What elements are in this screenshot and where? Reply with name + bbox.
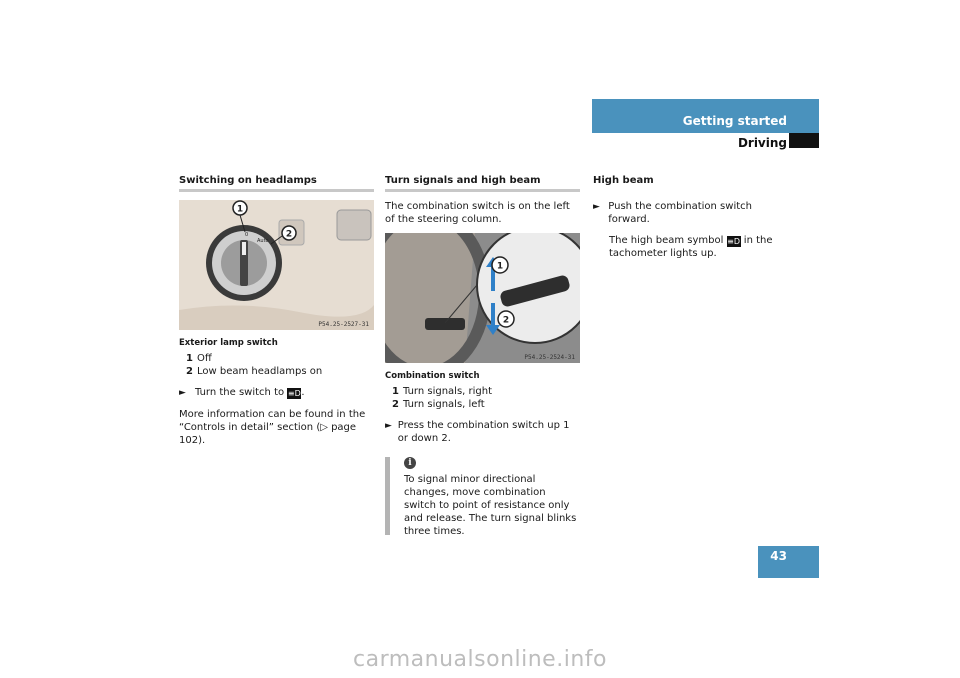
header-section-box [592,99,819,133]
section-title: Getting started [682,114,787,128]
combination-switch-illustration [385,233,580,363]
subsection-title: Driving [737,136,787,150]
turn-signals-title: Turn signals and high beam [385,175,580,192]
callout-1: 1 [496,261,504,272]
exterior-lamp-switch-figure [179,200,374,330]
callout-2: 2 [502,315,510,326]
list-item: 2 Turn signals, left [392,399,485,410]
intro-paragraph: The combination switch is on the left of the steering column. [385,201,570,225]
arrow-bullet-icon: ► [385,421,392,431]
header-subsection [592,133,819,151]
figure-caption: Combination switch [385,371,480,381]
column-turn-signals [385,175,580,535]
instruction-bullet: ► Press the combination switch up 1 or down 2. [385,420,570,444]
info-icon: i [404,457,416,469]
figure-caption: Exterior lamp switch [179,338,278,348]
page-number-box [758,546,819,578]
more-info-paragraph: More information can be found in the “Controls in detail” section (▷ page 102). [179,409,366,446]
arrow-bullet-icon: ► [593,202,600,212]
callout-1: 1 [236,204,244,215]
high-beam-paragraph: The high beam symbol ≡D in the tachometer lights up. [609,235,773,259]
arrow-bullet-icon: ► [179,388,186,398]
instruction-bullet: ► Push the combination switch forward. [593,201,752,225]
list-item: 1 Turn signals, right [392,386,493,397]
low-beam-icon: ≡D [287,389,301,398]
headlamps-title: Switching on headlamps [179,175,374,192]
list-item: 1 Off [186,353,212,364]
figure-code: P54.25-2524-31 [524,354,575,361]
subsection-marker [789,133,819,148]
column-headlamps [179,175,374,454]
note-text: To signal minor directional changes, move combination switch to point of resistance only and release. The turn signal blinks three times. [404,474,577,537]
list-item: 2 Low beam headlamps on [186,366,323,377]
high-beam-title: High beam [593,175,654,186]
callout-2: 2 [285,229,293,240]
watermark-footer: carmanualsonline.info [353,647,607,672]
lamp-switch-illustration [179,200,374,330]
figure-code: P54.25-2527-31 [318,321,369,328]
high-beam-icon: ≡D [727,237,741,246]
combination-switch-figure [385,233,580,363]
column-high-beam [593,175,788,260]
zero-label: 0 [245,232,249,238]
instruction-bullet: ► Turn the switch to ≡D. [179,387,305,398]
auto-label: Auto [257,238,269,244]
info-note [385,457,580,535]
page-number: 43 [770,549,787,563]
